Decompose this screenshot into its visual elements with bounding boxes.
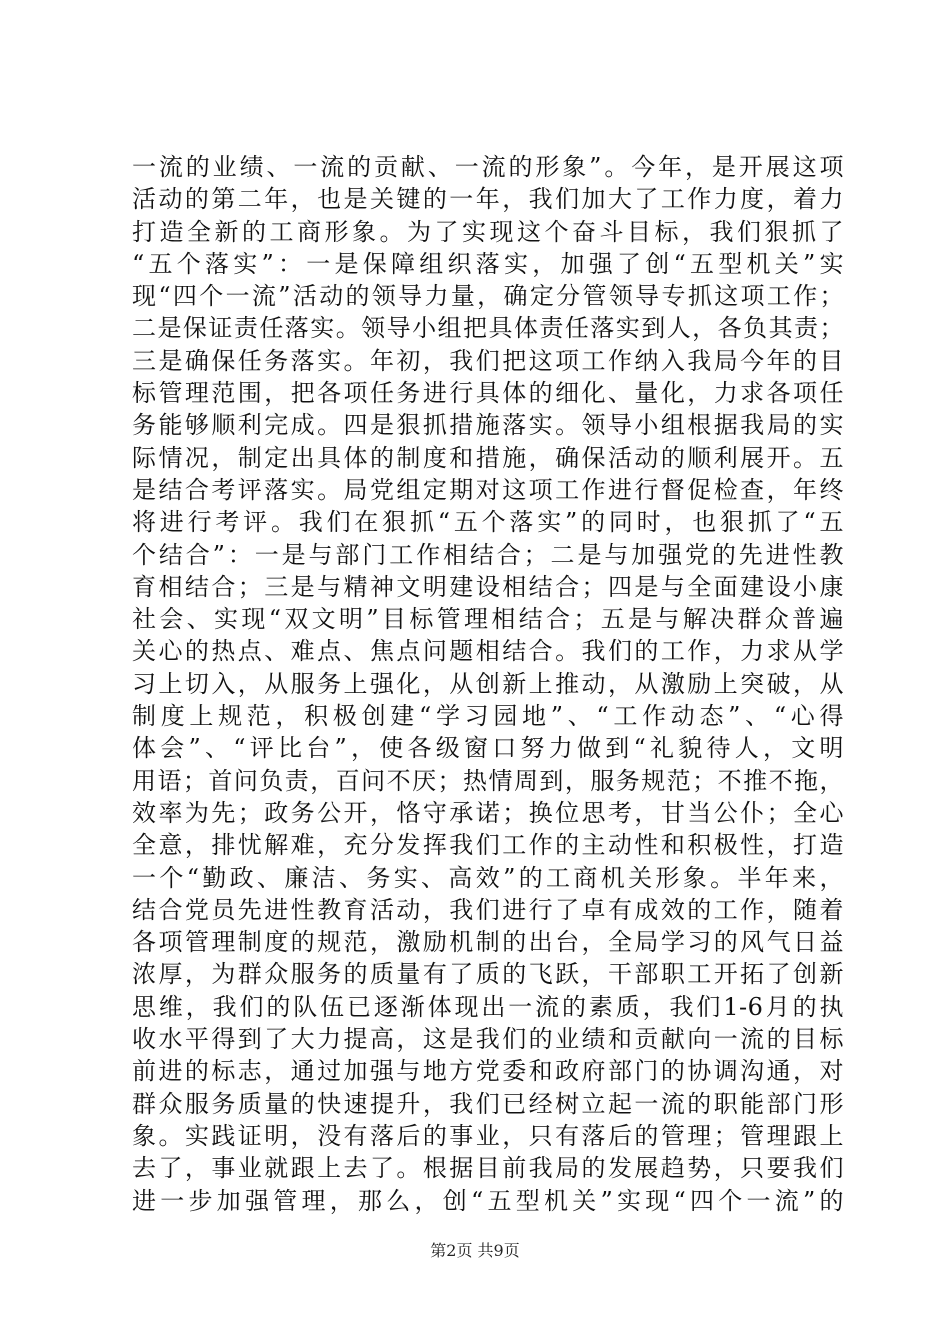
text-line: 一个“勤政、廉洁、务实、高效”的工商机关形象。半年来， <box>132 863 844 892</box>
text-line: 标管理范围，把各项任务进行具体的细化、量化，力求各项任 <box>132 379 844 408</box>
text-line: 将进行考评。我们在狠抓“五个落实”的同时，也狠抓了“五 <box>132 508 844 537</box>
text-line: 际情况，制定出具体的制度和措施，确保活动的顺利展开。五 <box>132 443 844 472</box>
text-line: 收水平得到了大力提高，这是我们的业绩和贡献向一流的目标 <box>132 1025 844 1054</box>
text-line: 进一步加强管理，那么，创“五型机关”实现“四个一流”的 <box>132 1186 844 1215</box>
text-line: 思维，我们的队伍已逐渐体现出一流的素质，我们1-6月的执 <box>132 992 844 1021</box>
text-line: 务能够顺利完成。四是狠抓措施落实。领导小组根据我局的实 <box>132 411 844 440</box>
text-line: 体会”、“评比台”，使各级窗口努力做到“礼貌待人，文明 <box>132 734 844 763</box>
text-line: 象。实践证明，没有落后的事业，只有落后的管理；管理跟上 <box>132 1121 844 1150</box>
text-line: 用语；首问负责，百问不厌；热情周到，服务规范；不推不拖， <box>132 766 844 795</box>
text-line: 个结合”：一是与部门工作相结合；二是与加强党的先进性教 <box>132 540 844 569</box>
text-line: 浓厚，为群众服务的质量有了质的飞跃，干部职工开拓了创新 <box>132 960 844 989</box>
text-line: 制度上规范，积极创建“学习园地”、“工作动态”、“心得 <box>132 702 844 731</box>
text-line: 前进的标志，通过加强与地方党委和政府部门的协调沟通，对 <box>132 1057 844 1086</box>
text-line: 去了，事业就跟上去了。根据目前我局的发展趋势，只要我们 <box>132 1154 844 1183</box>
text-line: 育相结合；三是与精神文明建设相结合；四是与全面建设小康 <box>132 572 844 601</box>
text-line: 效率为先；政务公开，恪守承诺；换位思考，甘当公仆；全心 <box>132 798 844 827</box>
text-line: 打造全新的工商形象。为了实现这个奋斗目标，我们狠抓了 <box>132 217 844 246</box>
text-line: 关心的热点、难点、焦点问题相结合。我们的工作，力求从学 <box>132 637 844 666</box>
text-line: “五个落实”：一是保障组织落实，加强了创“五型机关”实 <box>132 249 844 278</box>
text-line: 习上切入，从服务上强化，从创新上推动，从激励上突破，从 <box>132 669 844 698</box>
text-line: 活动的第二年，也是关键的一年，我们加大了工作力度，着力 <box>132 185 844 214</box>
text-line: 现“四个一流”活动的领导力量，确定分管领导专抓这项工作； <box>132 282 844 311</box>
text-line: 一流的业绩、一流的贡献、一流的形象”。今年，是开展这项 <box>132 153 844 181</box>
text-line: 二是保证责任落实。领导小组把具体责任落实到人，各负其责； <box>132 314 844 343</box>
body-text <box>132 151 844 1217</box>
text-line: 结合党员先进性教育活动，我们进行了卓有成效的工作，随着 <box>132 895 844 924</box>
text-line: 三是确保任务落实。年初，我们把这项工作纳入我局今年的目 <box>132 346 844 375</box>
text-line: 是结合考评落实。局党组定期对这项工作进行督促检查，年终 <box>132 475 844 504</box>
text-line: 全意，排忧解难，充分发挥我们工作的主动性和积极性，打造 <box>132 831 844 860</box>
page-footer: 第2页 共9页 <box>430 1241 520 1260</box>
text-line: 群众服务质量的快速提升，我们已经树立起一流的职能部门形 <box>132 1089 844 1118</box>
text-line: 各项管理制度的规范，激励机制的出台，全局学习的风气日益 <box>132 928 844 957</box>
text-line: 社会、实现“双文明”目标管理相结合；五是与解决群众普遍 <box>132 605 844 634</box>
